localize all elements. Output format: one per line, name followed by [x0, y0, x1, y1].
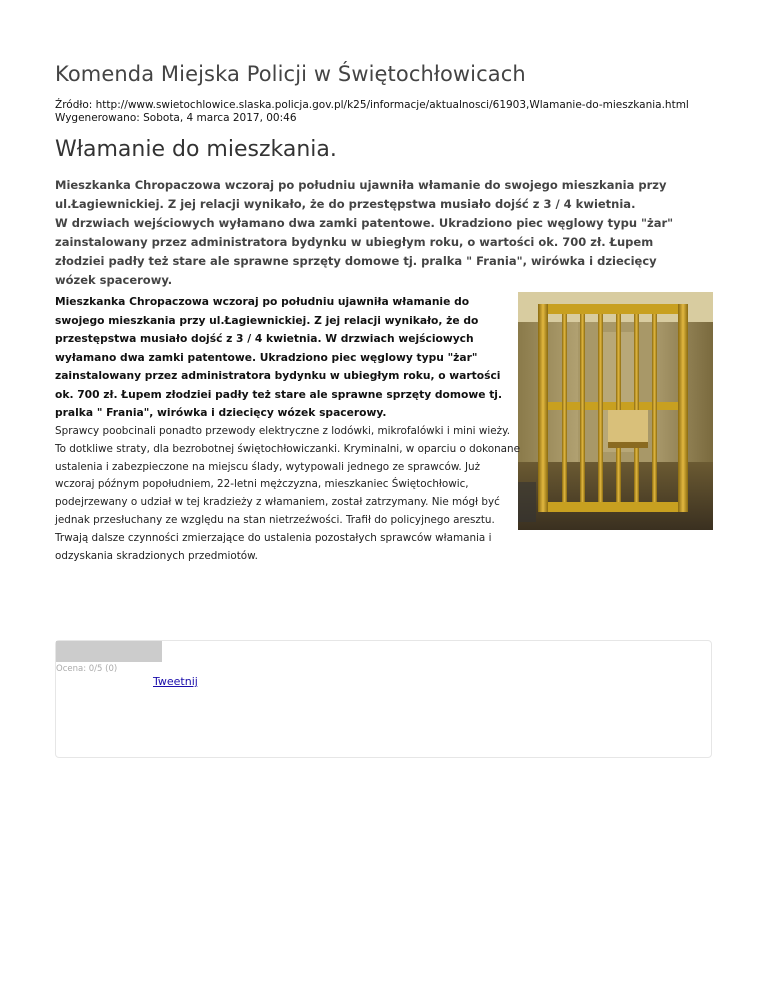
rating-score: Ocena: 0/5 (0) — [56, 664, 118, 674]
article-lead-repeat: Mieszkanka Chropaczowa wczoraj po południu ujawniła włamanie do swojego mieszkania przy ul.Łagiewnickiej. Z jej relacji wynikało, że do przestępstwa musiało dojść z 3 / 4 kwietnia. W drzwiach wejściowych wyłamano dwa zamki patentowe. Ukradziono piec węglowy typu "żar" zainstalowany przez administratora bydynku w ubiegłym roku, o wartości ok. 700 zł. Łupem złodziei padły też stare ale sprawne sprzęty domowe tj. pralka " Frania", wirówka i dziecięcy wózek spacerowy. — [55, 295, 503, 419]
lead-paragraph: W drzwiach wejściowych wyłamano dwa zamki patentowe. Ukradziono piec węglowy typu "żar" zainstalowany przez administratora bydynku w ubiegłym roku, o wartości ok. 700 zł. Łupem złodziei padły też stare ale sprawne sprzęty domowe tj. pralka " Frania", wirówka i dziecięcy wózek spacerowy. — [55, 216, 674, 287]
jail-cell-photo — [518, 292, 713, 530]
article-lead — [55, 176, 695, 290]
article-title: Włamanie do mieszkania. — [55, 137, 337, 162]
source-url: Źródło: http://www.swietochlowice.slaska.policja.gov.pl/k25/informacje/aktualnosci/61903,Wlamanie-do-mieszkania.html — [55, 99, 689, 111]
rating-stars-bar[interactable] — [56, 641, 162, 662]
lead-paragraph: Mieszkanka Chropaczowa wczoraj po południu ujawniła włamanie do swojego mieszkania przy ul.Łagiewnickiej. Z jej relacji wynikało, że do przestępstwa musiało dojść z 3 / 4 kwietnia. — [55, 178, 667, 211]
rating-panel — [55, 640, 712, 758]
tweet-link[interactable]: Tweetnij — [153, 675, 198, 688]
page-meta — [55, 99, 689, 125]
site-title: Komenda Miejska Policji w Świętochłowicach — [55, 62, 526, 86]
generated-date: Wygenerowano: Sobota, 4 marca 2017, 00:46 — [55, 112, 297, 124]
jail-cell-image — [518, 292, 713, 530]
article-body: Sprawcy poobcinali ponadto przewody elektryczne z lodówki, mikrofalówki i mini wieży. To dotkliwe straty, dla bezrobotnej świętochłowiczanki. Kryminalni, w oparciu o dokonane ustalenia i zabezpieczone na miejscu ślady, wytypowali jednego ze sprawców. Już wczoraj późnym popołudniem, 22-letni mężczyzna, mieszkaniec Świętochłowic, podejrzewany o udział w tej kradzieży z włamaniem, został zatrzymany. Nie mógł być jednak przesłuchany ze względu na stan nietrzeźwości. Trafił do policyjnego aresztu. Trwają dalsze czynności zmierzające do ustalenia pozostałych sprawców włamania i odzyskania skradzionych przedmiotów. — [55, 425, 521, 562]
